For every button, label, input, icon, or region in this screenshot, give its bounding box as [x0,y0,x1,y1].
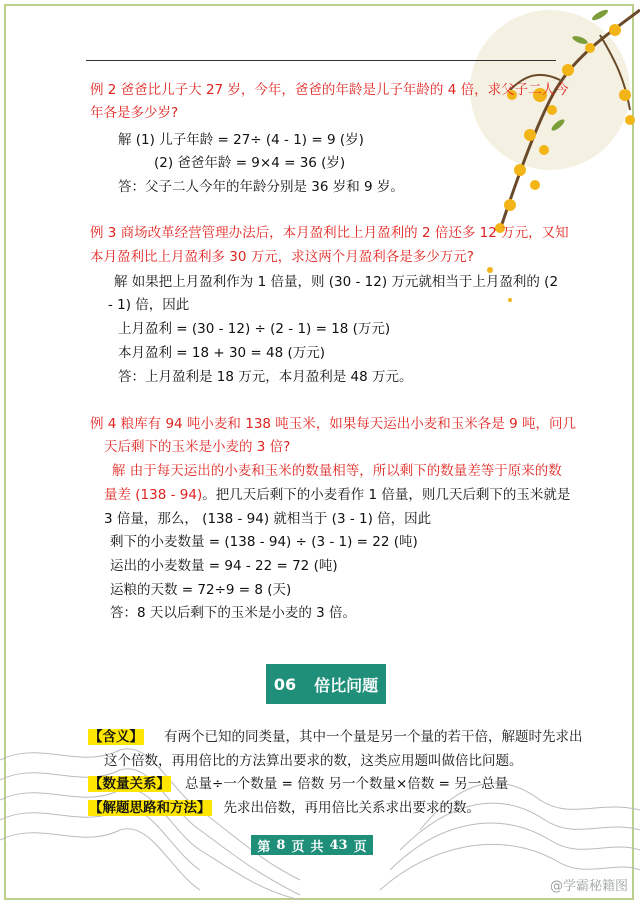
ex4-step2-highlight: 量差 (138 - 94) [104,487,203,503]
ex2-step2: (2) 爸爸年龄 = 9×4 = 36 (岁) [154,155,346,171]
meaning-text1: 有两个已知的同类量，其中一个量是另一个量的若干倍，解题时先求出 [164,729,583,745]
footer-gong: 共 [310,839,324,855]
page-number-footer [251,835,373,855]
footer-di: 第 [257,839,271,855]
ex4-step2 [104,486,570,504]
ex3-answer: 答：上月盈利是 18 万元，本月盈利是 48 万元。 [118,369,413,385]
relation-text: 总量÷一个数量 = 倍数 另一个数量×倍数 = 另一总量 [185,776,509,792]
footer-ye2: 页 [353,839,367,855]
header-rule [86,60,556,61]
ex4-step6: 运粮的天数 = 72÷9 = 8 (天) [110,582,292,598]
ex4-step5: 运出的小麦数量 = 94 - 22 = 72 (吨) [110,558,338,574]
ex3-title-line1: 例 3 商场改革经营管理办法后，本月盈利比上月盈利的 2 倍还多 12 万元，又知 [90,225,569,241]
method-text: 先求出倍数，再用倍比关系求出要求的数。 [223,800,480,816]
ex4-step3: 3 倍量，那么， (138 - 94) 就相当于 (3 - 1) 倍，因此 [104,511,432,527]
ex3-step2: - 1) 倍，因此 [108,297,190,313]
footer-page-num: 8 [276,837,286,853]
relation-line [88,775,508,793]
footer-ye: 页 [291,839,305,855]
relation-tag: 【数量关系】 [89,776,170,792]
ex2-title-line1: 例 2 爸爸比儿子大 27 岁，今年，爸爸的年龄是儿子年龄的 4 倍，求父子二人今 [90,82,569,98]
method-line [88,799,480,817]
meaning-line1 [88,728,583,746]
ex2-answer: 答：父子二人今年的年龄分别是 36 岁和 9 岁。 [118,179,404,195]
ex4-title-line1: 例 4 粮库有 94 吨小麦和 138 吨玉米，如果每天运出小麦和玉米各是 9 吨，问几 [90,416,576,432]
method-tag: 【解题思路和方法】 [89,800,211,816]
watermark: @学霸秘籍图 [549,879,628,894]
ex2-title-line2: 年各是多少岁? [90,105,179,121]
meaning-line2: 这个倍数，再用倍比的方法算出要求的数，这类应用题叫做倍比问题。 [104,753,523,769]
ex3-step3: 上月盈利 = (30 - 12) ÷ (2 - 1) = 18 (万元) [118,321,391,337]
ex4-title-line2: 天后剩下的玉米是小麦的 3 倍? [104,439,291,455]
footer-total: 43 [329,837,348,853]
ex2-step1: 解 (1) 儿子年龄 = 27÷ (4 - 1) = 9 (岁) [118,132,364,148]
ex4-step4: 剩下的小麦数量 = (138 - 94) ÷ (3 - 1) = 22 (吨) [110,534,418,550]
ex4-step2-rest: 。把几天后剩下的小麦看作 1 倍量，则几天后剩下的玉米就是 [202,487,571,503]
section-number: 06 [273,674,297,694]
section-title: 倍比问题 [314,675,379,695]
section-header [266,664,386,704]
ex4-step1: 解 由于每天运出的小麦和玉米的数量相等，所以剩下的数量差等于原来的数 [112,463,562,479]
ex3-step1: 解 如果把上月盈利作为 1 倍量，则 (30 - 12) 万元就相当于上月盈利的 (2 [114,274,559,290]
meaning-tag: 【含义】 [89,729,143,745]
ex4-answer: 答：8 天以后剩下的玉米是小麦的 3 倍。 [110,605,357,621]
ex3-step4: 本月盈利 = 18 + 30 = 48 (万元) [118,345,326,361]
ex3-title-line2: 本月盈利比上月盈利多 30 万元，求这两个月盈利各是多少万元? [90,249,474,265]
